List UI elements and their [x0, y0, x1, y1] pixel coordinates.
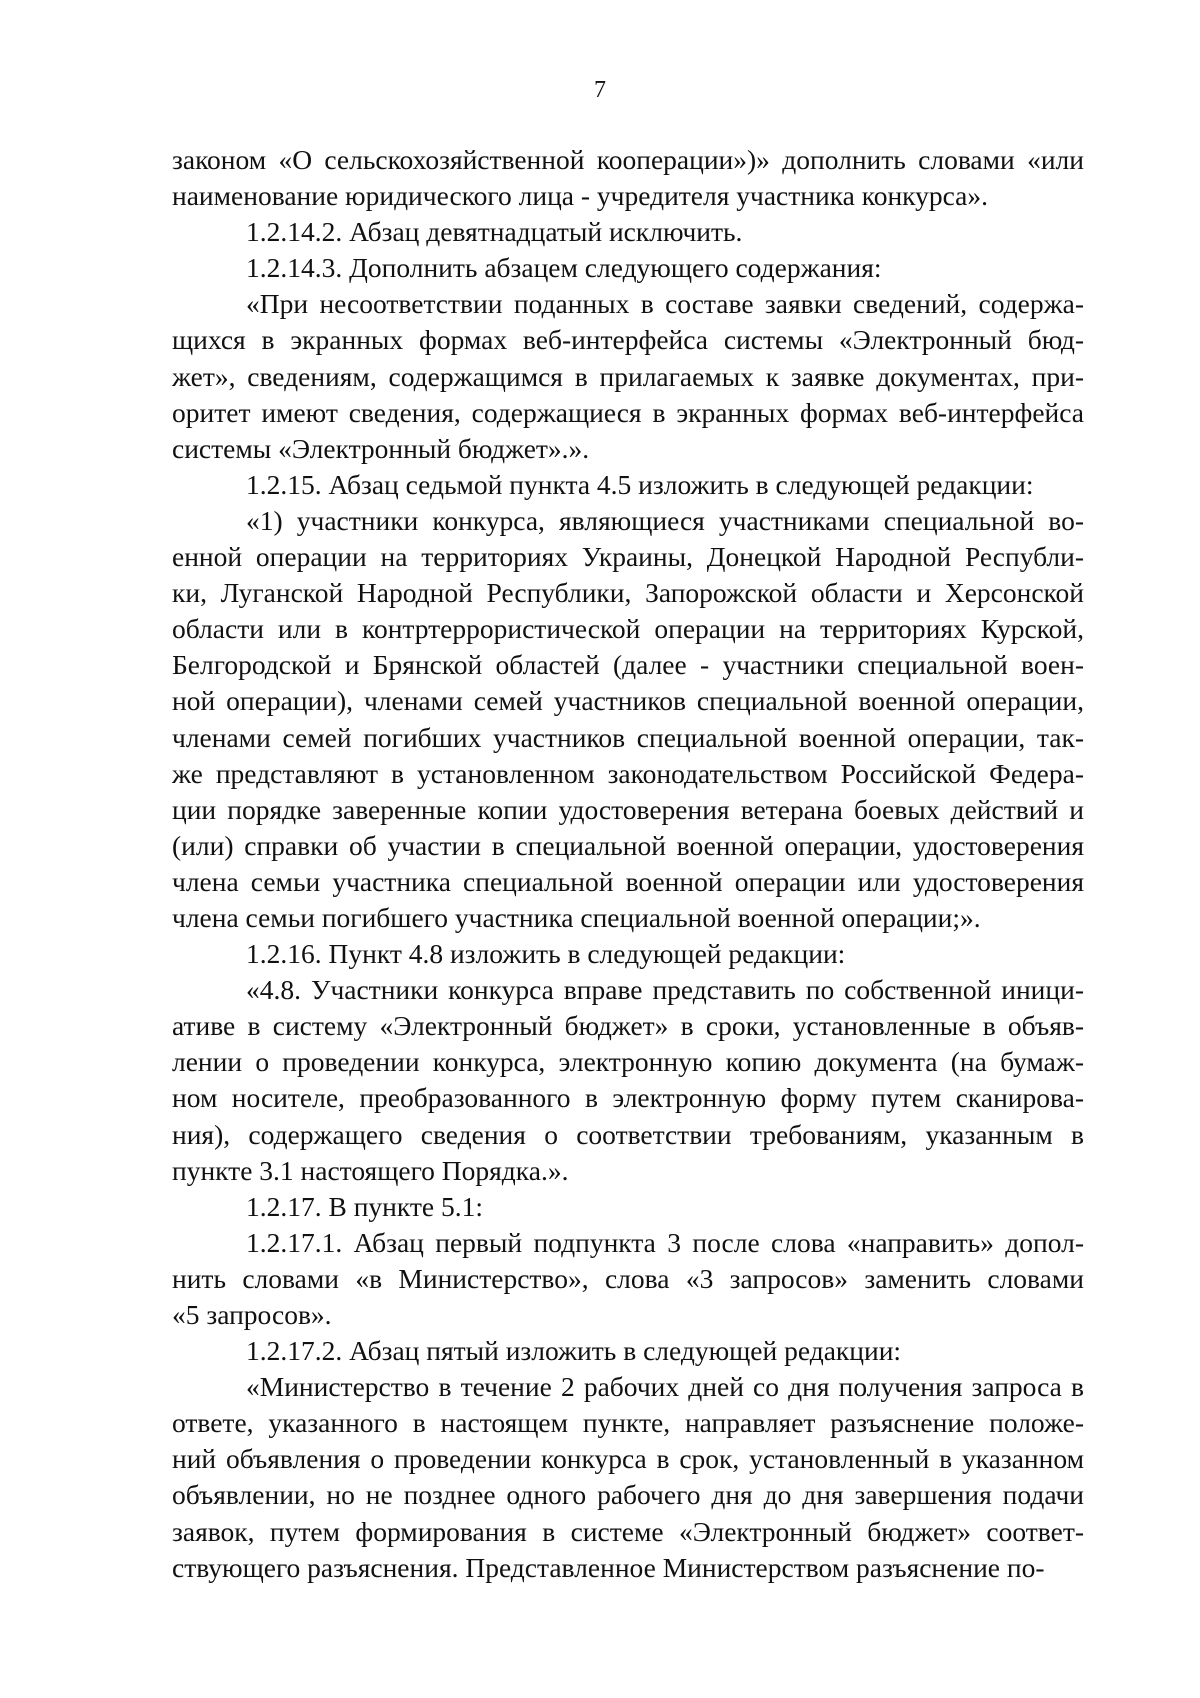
text-line: члена семьи погибшего участника специальной военной операции;».: [172, 901, 981, 933]
text-line: области или в контртеррористической операции на территориях Курской,: [172, 613, 1084, 645]
text-line: заявок, путем формирования в системе «Электронный бюджет» соответ-: [172, 1515, 1084, 1547]
paragraph-p5: [172, 467, 1084, 503]
text-line: члена семьи участника специальной военной операции или удостоверения: [172, 865, 1084, 897]
text-line: ния), содержащего сведения о соответствии требованиям, указанным в: [172, 1118, 1084, 1150]
text-line: оритет имеют сведения, содержащиеся в экранных формах веб-интерфейса: [172, 396, 1084, 428]
text-line: (или) справки об участии в специальной военной операции, удостоверения: [172, 829, 1084, 861]
text-line: пункте 3.1 настоящего Порядка.».: [172, 1154, 569, 1186]
text-line: 1.2.17.2. Абзац пятый изложить в следующей редакции:: [246, 1335, 902, 1367]
text-line: 1.2.15. Абзац седьмой пункта 4.5 изложить в следующей редакции:: [246, 468, 1034, 500]
page-number: 7: [594, 77, 606, 103]
text-line: «4.8. Участники конкурса вправе представить по собственной иници-: [246, 974, 1084, 1006]
text-line: членами семей погибших участников специальной военной операции, так-: [172, 721, 1084, 753]
paragraph-p2: [172, 214, 1084, 250]
text-line: жет», сведениям, содержащимся в прилагаемых к заявке документах, при-: [172, 360, 1084, 392]
paragraph-p4: [172, 286, 1084, 466]
text-line: енной операции на территориях Украины, Донецкой Народной Республи-: [172, 541, 1084, 573]
paragraph-p1: [172, 142, 1084, 214]
paragraph-p3: [172, 250, 1084, 286]
text-line: 1.2.14.3. Дополнить абзацем следующего содержания:: [246, 252, 882, 284]
text-line: «1) участники конкурса, являющиеся участниками специальной во-: [246, 504, 1084, 536]
text-line: законом «О сельскохозяйственной кооперации»)» дополнить словами «или: [172, 144, 1084, 175]
text-line: системы «Электронный бюджет».».: [172, 432, 590, 464]
paragraph-p12: [172, 1369, 1084, 1586]
text-line: 1.2.17. В пункте 5.1:: [246, 1190, 484, 1222]
text-line: «Министерство в течение 2 рабочих дней со дня получения запроса в: [246, 1371, 1084, 1403]
paragraph-p11: [172, 1333, 1084, 1369]
text-line: объявлении, но не позднее одного рабочего дня до дня завершения подачи: [172, 1479, 1084, 1511]
text-line: лении о проведении конкурса, электронную копию документа (на бумаж-: [172, 1046, 1084, 1078]
text-line: 1.2.16. Пункт 4.8 изложить в следующей редакции:: [246, 938, 846, 970]
text-line: ответе, указанного в настоящем пункте, направляет разъяснение положе-: [172, 1407, 1084, 1439]
paragraph-p6: [172, 503, 1084, 936]
text-line: ативе в систему «Электронный бюджет» в сроки, установленные в объяв-: [172, 1010, 1084, 1042]
text-line: ной операции), членами семей участников специальной военной операции,: [172, 685, 1084, 717]
text-line: 1.2.17.1. Абзац первый подпункта 3 после слова «направить» допол-: [246, 1226, 1084, 1258]
text-line: ции порядке заверенные копии удостоверения ветерана боевых действий и: [172, 793, 1084, 825]
text-line: же представляют в установленном законодательством Российской Федера-: [172, 757, 1084, 789]
text-line: щихся в экранных формах веб-интерфейса системы «Электронный бюд-: [172, 324, 1084, 356]
text-line: ний объявления о проведении конкурса в срок, установленный в указанном: [172, 1443, 1084, 1475]
text-line: Белгородской и Брянской областей (далее - участники специальной воен-: [172, 649, 1084, 681]
paragraph-p8: [172, 972, 1084, 1189]
text-line: ном носителе, преобразованного в электронную форму путем сканирова-: [172, 1082, 1084, 1114]
text-line: 1.2.14.2. Абзац девятнадцатый исключить.: [246, 216, 743, 248]
paragraph-p9: [172, 1189, 1084, 1225]
paragraph-p7: [172, 936, 1084, 972]
text-line: наименование юридического лица - учредителя участника конкурса».: [172, 180, 989, 212]
text-line: «5 запросов».: [172, 1299, 332, 1330]
document-body: [172, 142, 1084, 1586]
text-line: нить словами «в Министерство», слова «3 запросов» заменить словами: [172, 1262, 1084, 1294]
text-line: ки, Луганской Народной Республики, Запорожской области и Херсонской: [172, 577, 1084, 609]
text-line: ствующего разъяснения. Представленное Министерством разъяснение по-: [172, 1551, 1045, 1583]
text-line: «При несоответствии поданных в составе заявки сведений, содержа-: [246, 288, 1084, 320]
paragraph-p10: [172, 1225, 1084, 1333]
